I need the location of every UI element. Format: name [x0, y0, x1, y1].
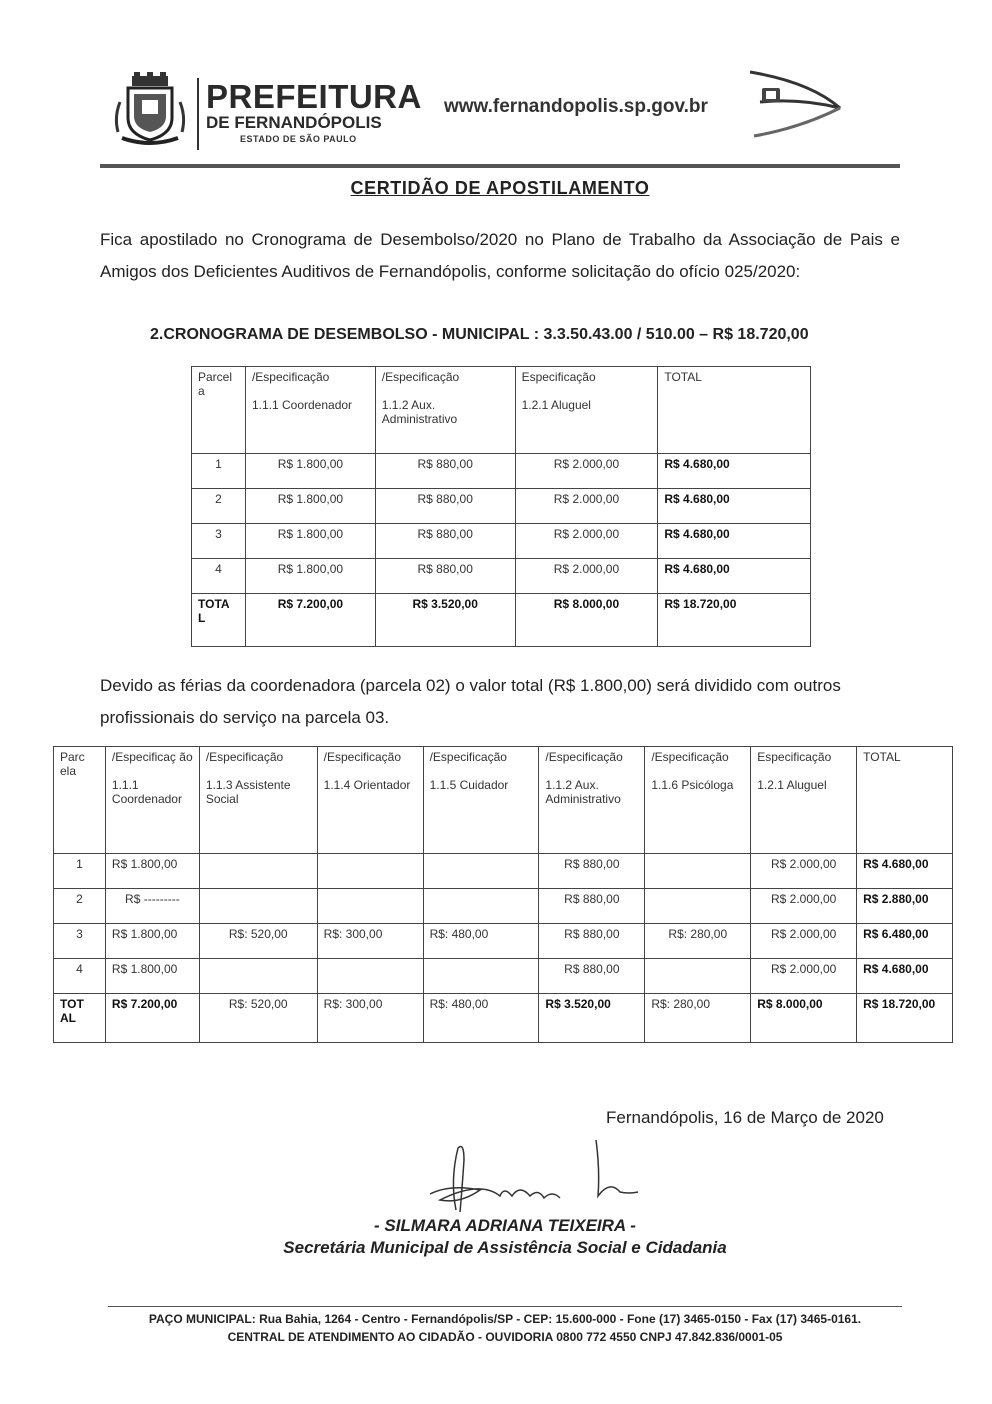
table-cell: TOT AL [54, 994, 106, 1043]
table-cell [423, 889, 539, 924]
header-cell: /Especificaç ão 1.1.1 Coordenador [105, 747, 199, 854]
table-cell: 3 [192, 524, 246, 559]
table-cell: R$ --------- [105, 889, 199, 924]
header-cell: Especificação 1.2.1 Aluguel [751, 747, 857, 854]
brand-state: ESTADO DE SÃO PAULO [240, 134, 357, 144]
header-cell: /Especificação 1.1.1 Coordenador [245, 367, 375, 454]
header-cell: Parc ela [54, 747, 106, 854]
footer-address: PAÇO MUNICIPAL: Rua Bahia, 1264 - Centro - Fernandópolis/SP - CEP: 15.600-000 - Fone (17) 3465-0150 - Fax (17) 3465-0161. [148, 1312, 862, 1326]
intro-paragraph: Fica apostilado no Cronograma de Desembolso/2020 no Plano de Trabalho da Associação de Pais e Amigos dos Deficientes Auditivos de Fernandópolis, conforme solicitação do ofício 025/2020: [100, 230, 900, 281]
table-cell: R$ 1.800,00 [105, 924, 199, 959]
table-cell [317, 889, 423, 924]
table-cell: R$ 4.680,00 [658, 489, 811, 524]
table-cell: R$ 2.000,00 [751, 959, 857, 994]
table-cell: R$: 480,00 [423, 924, 539, 959]
table-total-row [192, 594, 811, 647]
table-cell: R$ 3.520,00 [375, 594, 515, 647]
table-cell [423, 854, 539, 889]
adjustment-paragraph: Devido as férias da coordenadora (parcela 02) o valor total (R$ 1.800,00) será dividido com outros profissionais do serviço na parcela 03. [100, 676, 841, 727]
table-cell: R$: 520,00 [199, 924, 317, 959]
table-cell: R$ 4.680,00 [658, 454, 811, 489]
table-cell: R$ 8.000,00 [515, 594, 658, 647]
table-row [192, 489, 811, 524]
disbursement-table-revised [53, 746, 953, 1043]
table-cell: R$ 4.680,00 [658, 559, 811, 594]
schedule-heading: 2.CRONOGRAMA DE DESEMBOLSO - MUNICIPAL : 3.3.50.43.00 / 510.00 – R$ 18.720,00 [150, 326, 809, 343]
table-header-row [192, 367, 811, 454]
table-cell: R$ 7.200,00 [245, 594, 375, 647]
table-cell: 2 [54, 889, 106, 924]
header-cell: /Especificação 1.1.5 Cuidador [423, 747, 539, 854]
signer-name: - SILMARA ADRIANA TEIXEIRA - [374, 1216, 636, 1235]
table-cell [317, 854, 423, 889]
header-rule [100, 164, 900, 168]
table-row [54, 959, 953, 994]
table-cell: R$: 300,00 [317, 994, 423, 1043]
table-cell: R$ 880,00 [375, 559, 515, 594]
header-cell: TOTAL [658, 367, 811, 454]
table-cell [199, 959, 317, 994]
table-cell: R$ 2.880,00 [857, 889, 953, 924]
table-cell: 1 [192, 454, 246, 489]
table-cell: R$: 480,00 [423, 994, 539, 1043]
table-cell: R$ 1.800,00 [245, 559, 375, 594]
table-cell: R$ 18.720,00 [857, 994, 953, 1043]
handwritten-signature-icon [420, 1140, 650, 1220]
footer-contact: CENTRAL DE ATENDIMENTO AO CIDADÃO - OUVIDORIA 0800 772 4550 CNPJ 47.842.836/0001-05 [227, 1330, 783, 1344]
table-cell: R$ 8.000,00 [751, 994, 857, 1043]
city-date: Fernandópolis, 16 de Março de 2020 [606, 1108, 884, 1127]
table-cell: R$ 1.800,00 [245, 524, 375, 559]
table-cell: R$ 2.000,00 [515, 454, 658, 489]
table-cell [423, 959, 539, 994]
table-cell: R$ 2.000,00 [515, 489, 658, 524]
table-cell: R$ 880,00 [375, 524, 515, 559]
table-cell: R$ 1.800,00 [245, 489, 375, 524]
table-cell: R$ 880,00 [539, 854, 645, 889]
website-url: www.fernandopolis.sp.gov.br [444, 96, 708, 117]
table-row [54, 854, 953, 889]
table-cell: 4 [54, 959, 106, 994]
header-cell: Especificação 1.2.1 Aluguel [515, 367, 658, 454]
table-cell: R$ 18.720,00 [658, 594, 811, 647]
brand-title: PREFEITURA [206, 78, 422, 115]
footer-rule [108, 1306, 902, 1307]
table-header-row [54, 747, 953, 854]
disbursement-table-original [191, 366, 811, 647]
table-cell [317, 959, 423, 994]
table-cell: R$ 2.000,00 [515, 559, 658, 594]
table-cell: 1 [54, 854, 106, 889]
header-cell: /Especificação 1.1.4 Orientador [317, 747, 423, 854]
table-cell: 3 [54, 924, 106, 959]
table-row [192, 524, 811, 559]
header-cell: /Especificação 1.1.3 Assistente Social [199, 747, 317, 854]
table-cell: R$ 6.480,00 [857, 924, 953, 959]
table-cell: R$: 280,00 [645, 994, 751, 1043]
header-cell: Parcel a [192, 367, 246, 454]
municipal-crest-icon [110, 72, 190, 148]
header-cell: /Especificação 1.1.2 Aux. Administrativo [375, 367, 515, 454]
header-cell: /Especificação 1.1.2 Aux. Administrativo [539, 747, 645, 854]
table-cell [199, 854, 317, 889]
table-cell: R$ 2.000,00 [751, 924, 857, 959]
brand-divider [197, 78, 199, 150]
table-total-row [54, 994, 953, 1043]
table-cell: R$ 2.000,00 [751, 854, 857, 889]
document-title: CERTIDÃO DE APOSTILAMENTO [350, 178, 650, 198]
table-cell: R$ 7.200,00 [105, 994, 199, 1043]
table-row [54, 924, 953, 959]
table-cell: R$ 4.680,00 [857, 959, 953, 994]
table-cell: R$ 880,00 [375, 454, 515, 489]
table-cell [645, 854, 751, 889]
table-cell: R$ 880,00 [539, 889, 645, 924]
table-row [192, 559, 811, 594]
table-cell: TOTA L [192, 594, 246, 647]
table-cell: 4 [192, 559, 246, 594]
table-row [54, 889, 953, 924]
table-row [192, 454, 811, 489]
table-cell: R$ 880,00 [375, 489, 515, 524]
table-cell: R$: 520,00 [199, 994, 317, 1043]
table-cell: R$ 2.000,00 [751, 889, 857, 924]
brand-subtitle: DE FERNANDÓPOLIS [206, 113, 382, 132]
table-cell: 2 [192, 489, 246, 524]
table-cell: R$: 280,00 [645, 924, 751, 959]
table-cell: R$ 4.680,00 [658, 524, 811, 559]
table-cell [645, 959, 751, 994]
header-cell: TOTAL [857, 747, 953, 854]
table-cell [645, 889, 751, 924]
table-cell: R$: 300,00 [317, 924, 423, 959]
header-cell: /Especificação 1.1.6 Psicóloga [645, 747, 751, 854]
table-cell: R$ 880,00 [539, 924, 645, 959]
table-cell: R$ 1.800,00 [105, 854, 199, 889]
table-cell: R$ 3.520,00 [539, 994, 645, 1043]
table-cell: R$ 880,00 [539, 959, 645, 994]
signer-role: Secretária Municipal de Assistência Social e Cidadania [283, 1238, 727, 1257]
table-cell [199, 889, 317, 924]
table-cell: R$ 4.680,00 [857, 854, 953, 889]
table-cell: R$ 2.000,00 [515, 524, 658, 559]
table-cell: R$ 1.800,00 [105, 959, 199, 994]
swoosh-logo-icon [740, 68, 845, 140]
table-cell: R$ 1.800,00 [245, 454, 375, 489]
